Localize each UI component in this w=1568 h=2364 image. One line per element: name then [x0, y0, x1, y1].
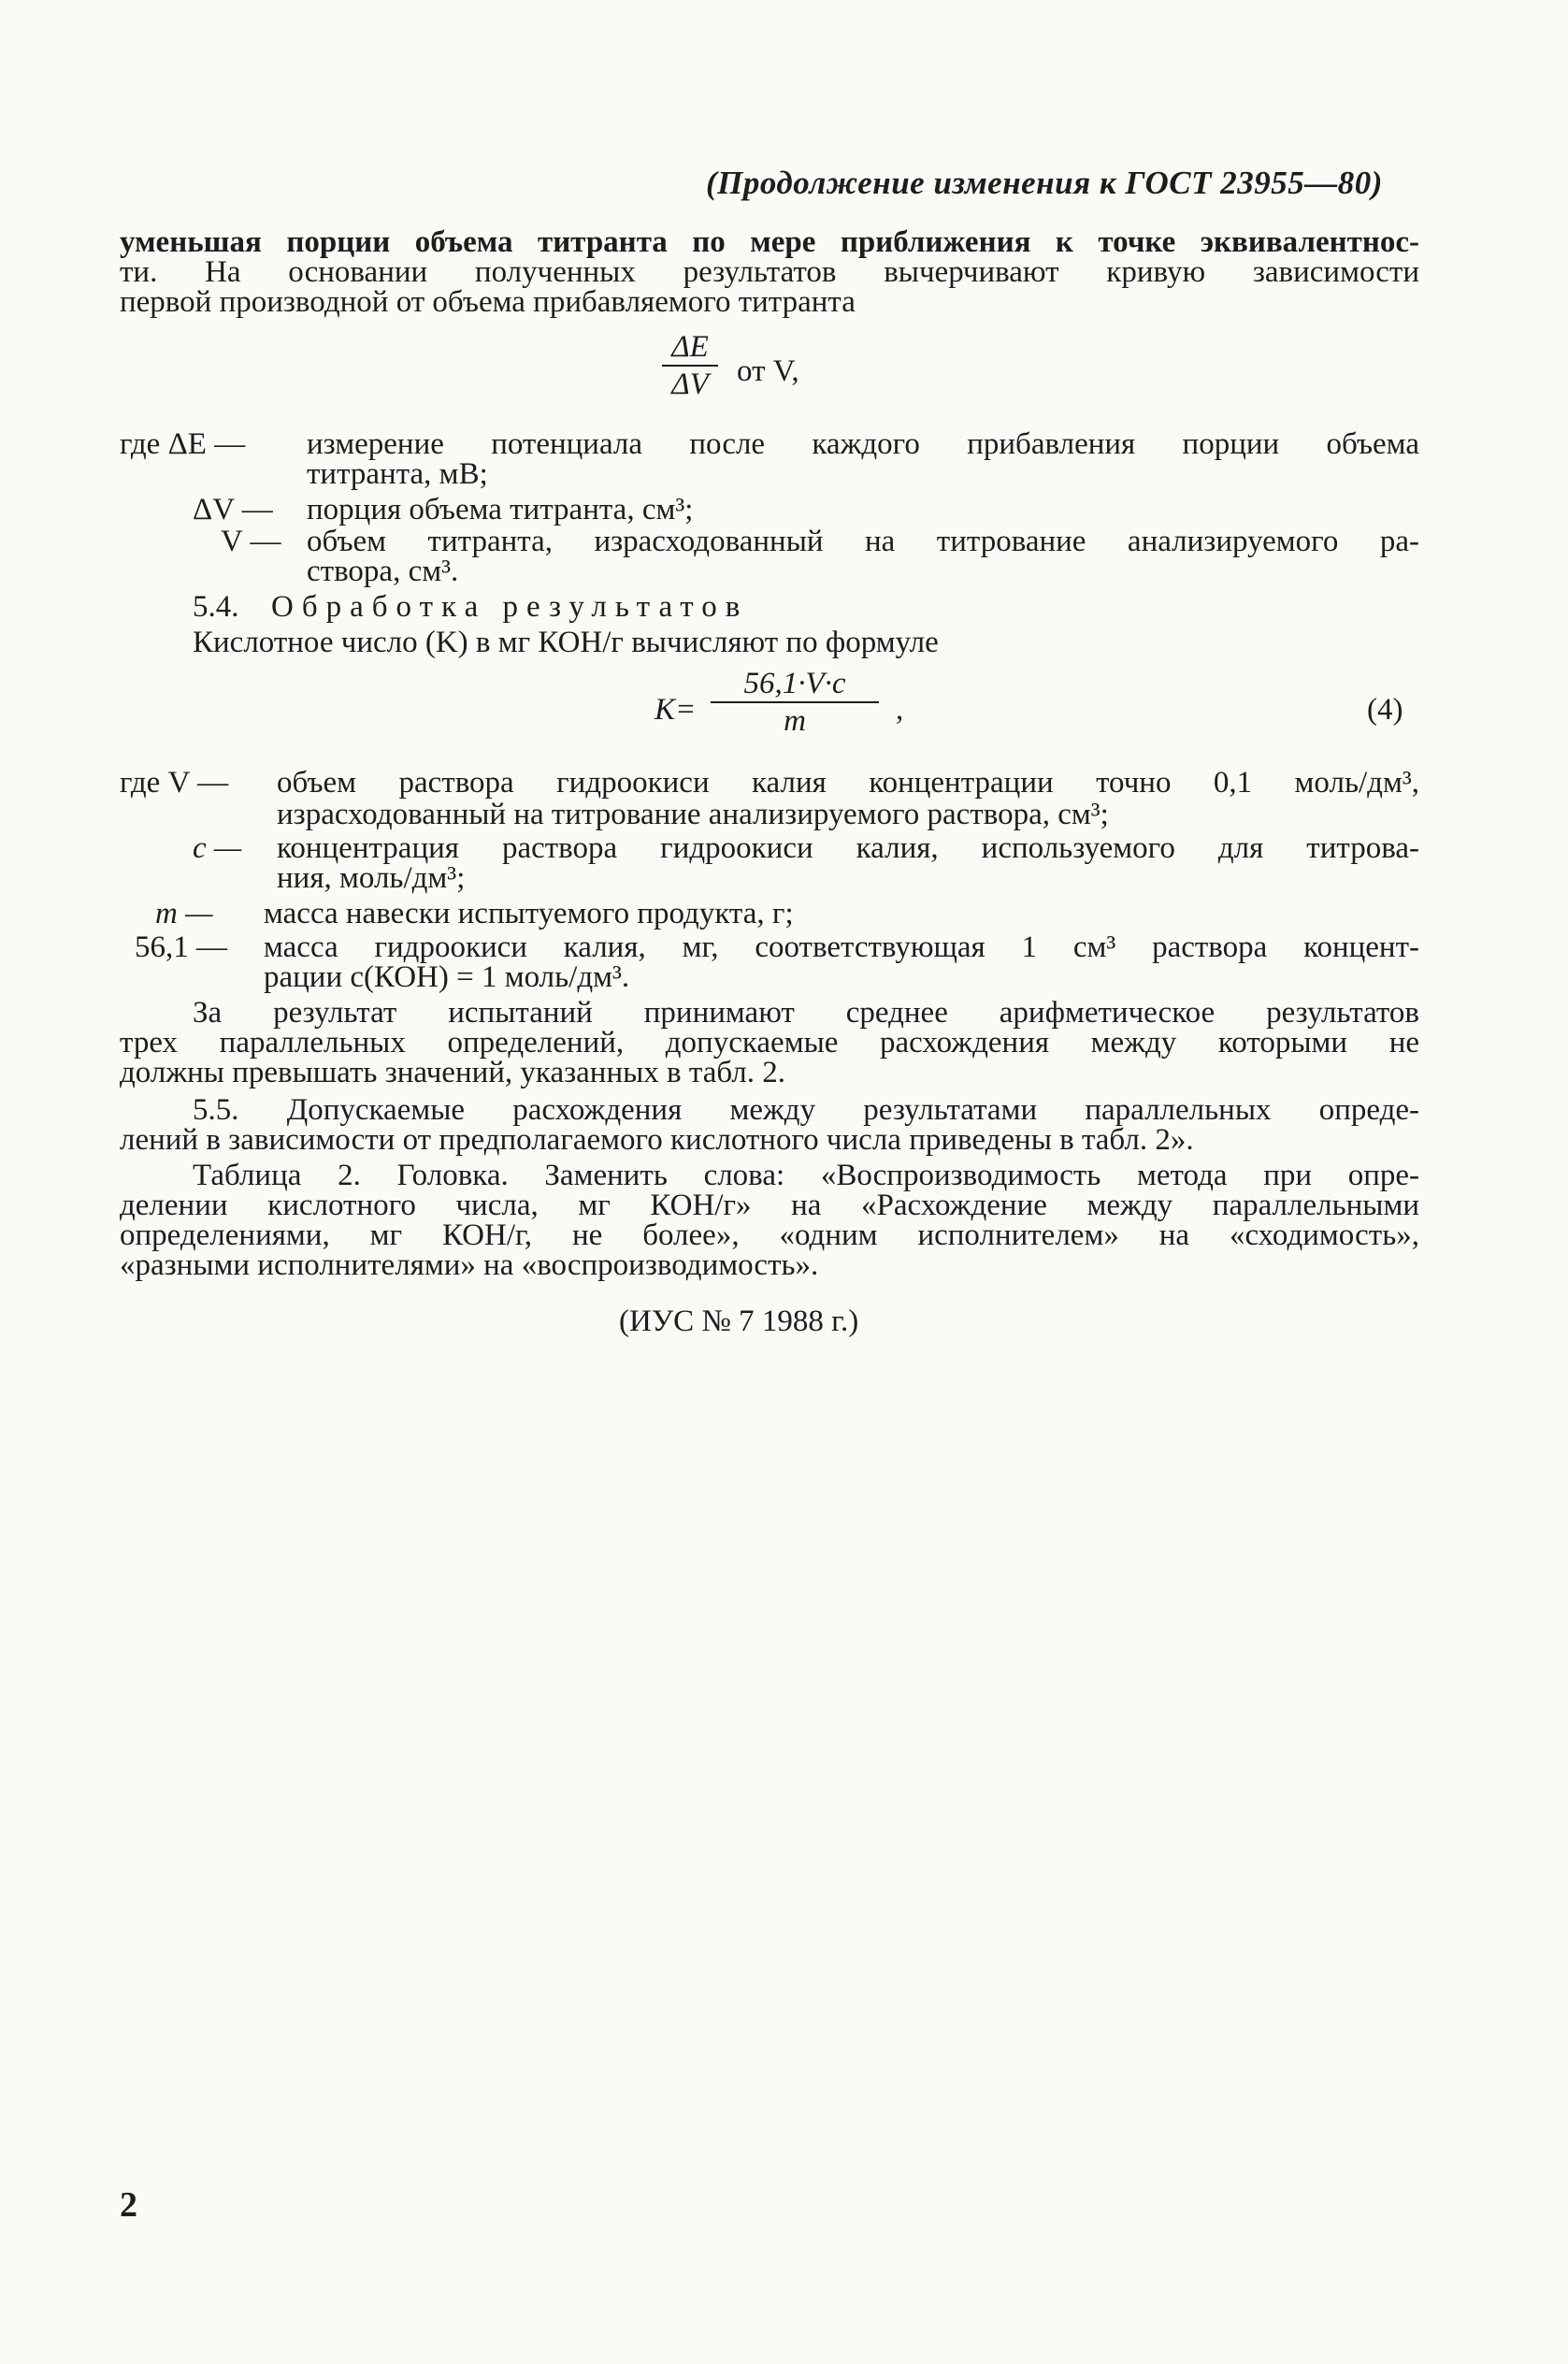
para-55-line-2: лений в зависимости от предполагаемого кислотного числа приведены в табл. 2». [120, 1123, 1194, 1157]
formula-acid-number-comma: , [896, 693, 904, 727]
formula-acid-number-denominator: m [711, 701, 879, 739]
formula-derivative-suffix: от V, [737, 354, 799, 388]
def2-text-V-2: израсходованный на титрование анализируемого раствора, см³; [277, 798, 1109, 831]
table-para-line-2: делении кислотного числа, мг КОН/г» на «Расхождение между параллельными [120, 1189, 1419, 1222]
result-line-2: трех параллельных определений, допускаемые расхождения между которыми не [120, 1026, 1419, 1059]
formula-derivative-numerator: ΔE [671, 330, 709, 364]
source-reference: (ИУС № 7 1988 г.) [619, 1305, 859, 1338]
formula-derivative [662, 329, 718, 402]
def2-text-c-2: ния, моль/дм³; [277, 861, 466, 895]
table-para-line-3: определениями, мг КОН/г, не более», «одним исполнителем» на «сходимость», [120, 1218, 1419, 1252]
intro-line-1: уменьшая порции объема титранта по мере приближения к точке эквивалентнос- [120, 225, 1419, 259]
def2-text-V-1: объем раствора гидроокиси калия концентрации точно 0,1 моль/дм³, [277, 766, 1419, 800]
result-line-1: За результат испытаний принимают среднее арифметическое результатов [193, 996, 1419, 1030]
def2-text-m: масса навески испытуемого продукта, г; [264, 897, 794, 930]
def2-term-V: где V — [120, 766, 229, 800]
def1-text-dV: порция объема титранта, см³; [307, 493, 694, 526]
def1-text-V-1: объем титранта, израсходованный на титрование анализируемого ра- [307, 525, 1419, 558]
intro-line-3: первой производной от объема прибавляемого титранта [120, 285, 856, 319]
def1-text-V-2: створа, см³. [307, 555, 459, 588]
formula-acid-number [711, 666, 879, 739]
intro-line-2: ти. На основании полученных результатов вычерчивают кривую зависимости [120, 255, 1419, 289]
def1-text-dE-1: измерение потенциала после каждого прибавления порции объема [307, 427, 1419, 461]
formula-derivative-denominator: ΔV [662, 365, 718, 402]
table-para-line-4: «разными исполнителями» на «воспроизводимость». [120, 1248, 819, 1282]
page-number: 2 [120, 2185, 137, 2225]
page-header: (Продолжение изменения к ГОСТ 23955—80) [706, 165, 1383, 201]
formula-acid-number-lhs: K= [655, 693, 697, 727]
def2-text-c-1: концентрация раствора гидроокиси калия, используемого для титрова- [277, 831, 1419, 865]
def1-text-dE-2: титранта, мВ; [307, 457, 488, 491]
def2-term-561: 56,1 — [135, 930, 227, 964]
result-line-3: должны превышать значений, указанных в табл. 2. [120, 1056, 786, 1089]
def1-term-V: V — [221, 525, 281, 558]
def2-text-561-2: рации c(КОН) = 1 моль/дм³. [264, 960, 630, 994]
section-54-title: Обработка результатов [271, 590, 749, 624]
section-54-number: 5.4. [193, 590, 239, 624]
def1-term-dV: ΔV — [193, 493, 273, 526]
def2-term-m: m — [155, 897, 213, 930]
table-para-line-1: Таблица 2. Головка. Заменить слова: «Воспроизводимость метода при опре- [193, 1159, 1419, 1192]
section-54-text: Кислотное число (K) в мг КОН/г вычисляют по формуле [193, 626, 939, 659]
def2-term-c: c — [193, 831, 242, 865]
para-55-line-1: 5.5. Допускаемые расхождения между результатами параллельных опреде- [193, 1093, 1419, 1127]
def2-text-561-1: масса гидроокиси калия, мг, соответствующая 1 см³ раствора концент- [264, 930, 1419, 964]
def1-term-dE: где ΔE — [120, 427, 246, 461]
formula-number: (4) [1367, 693, 1403, 727]
formula-acid-number-numerator: 56,1·V·c [743, 667, 846, 700]
